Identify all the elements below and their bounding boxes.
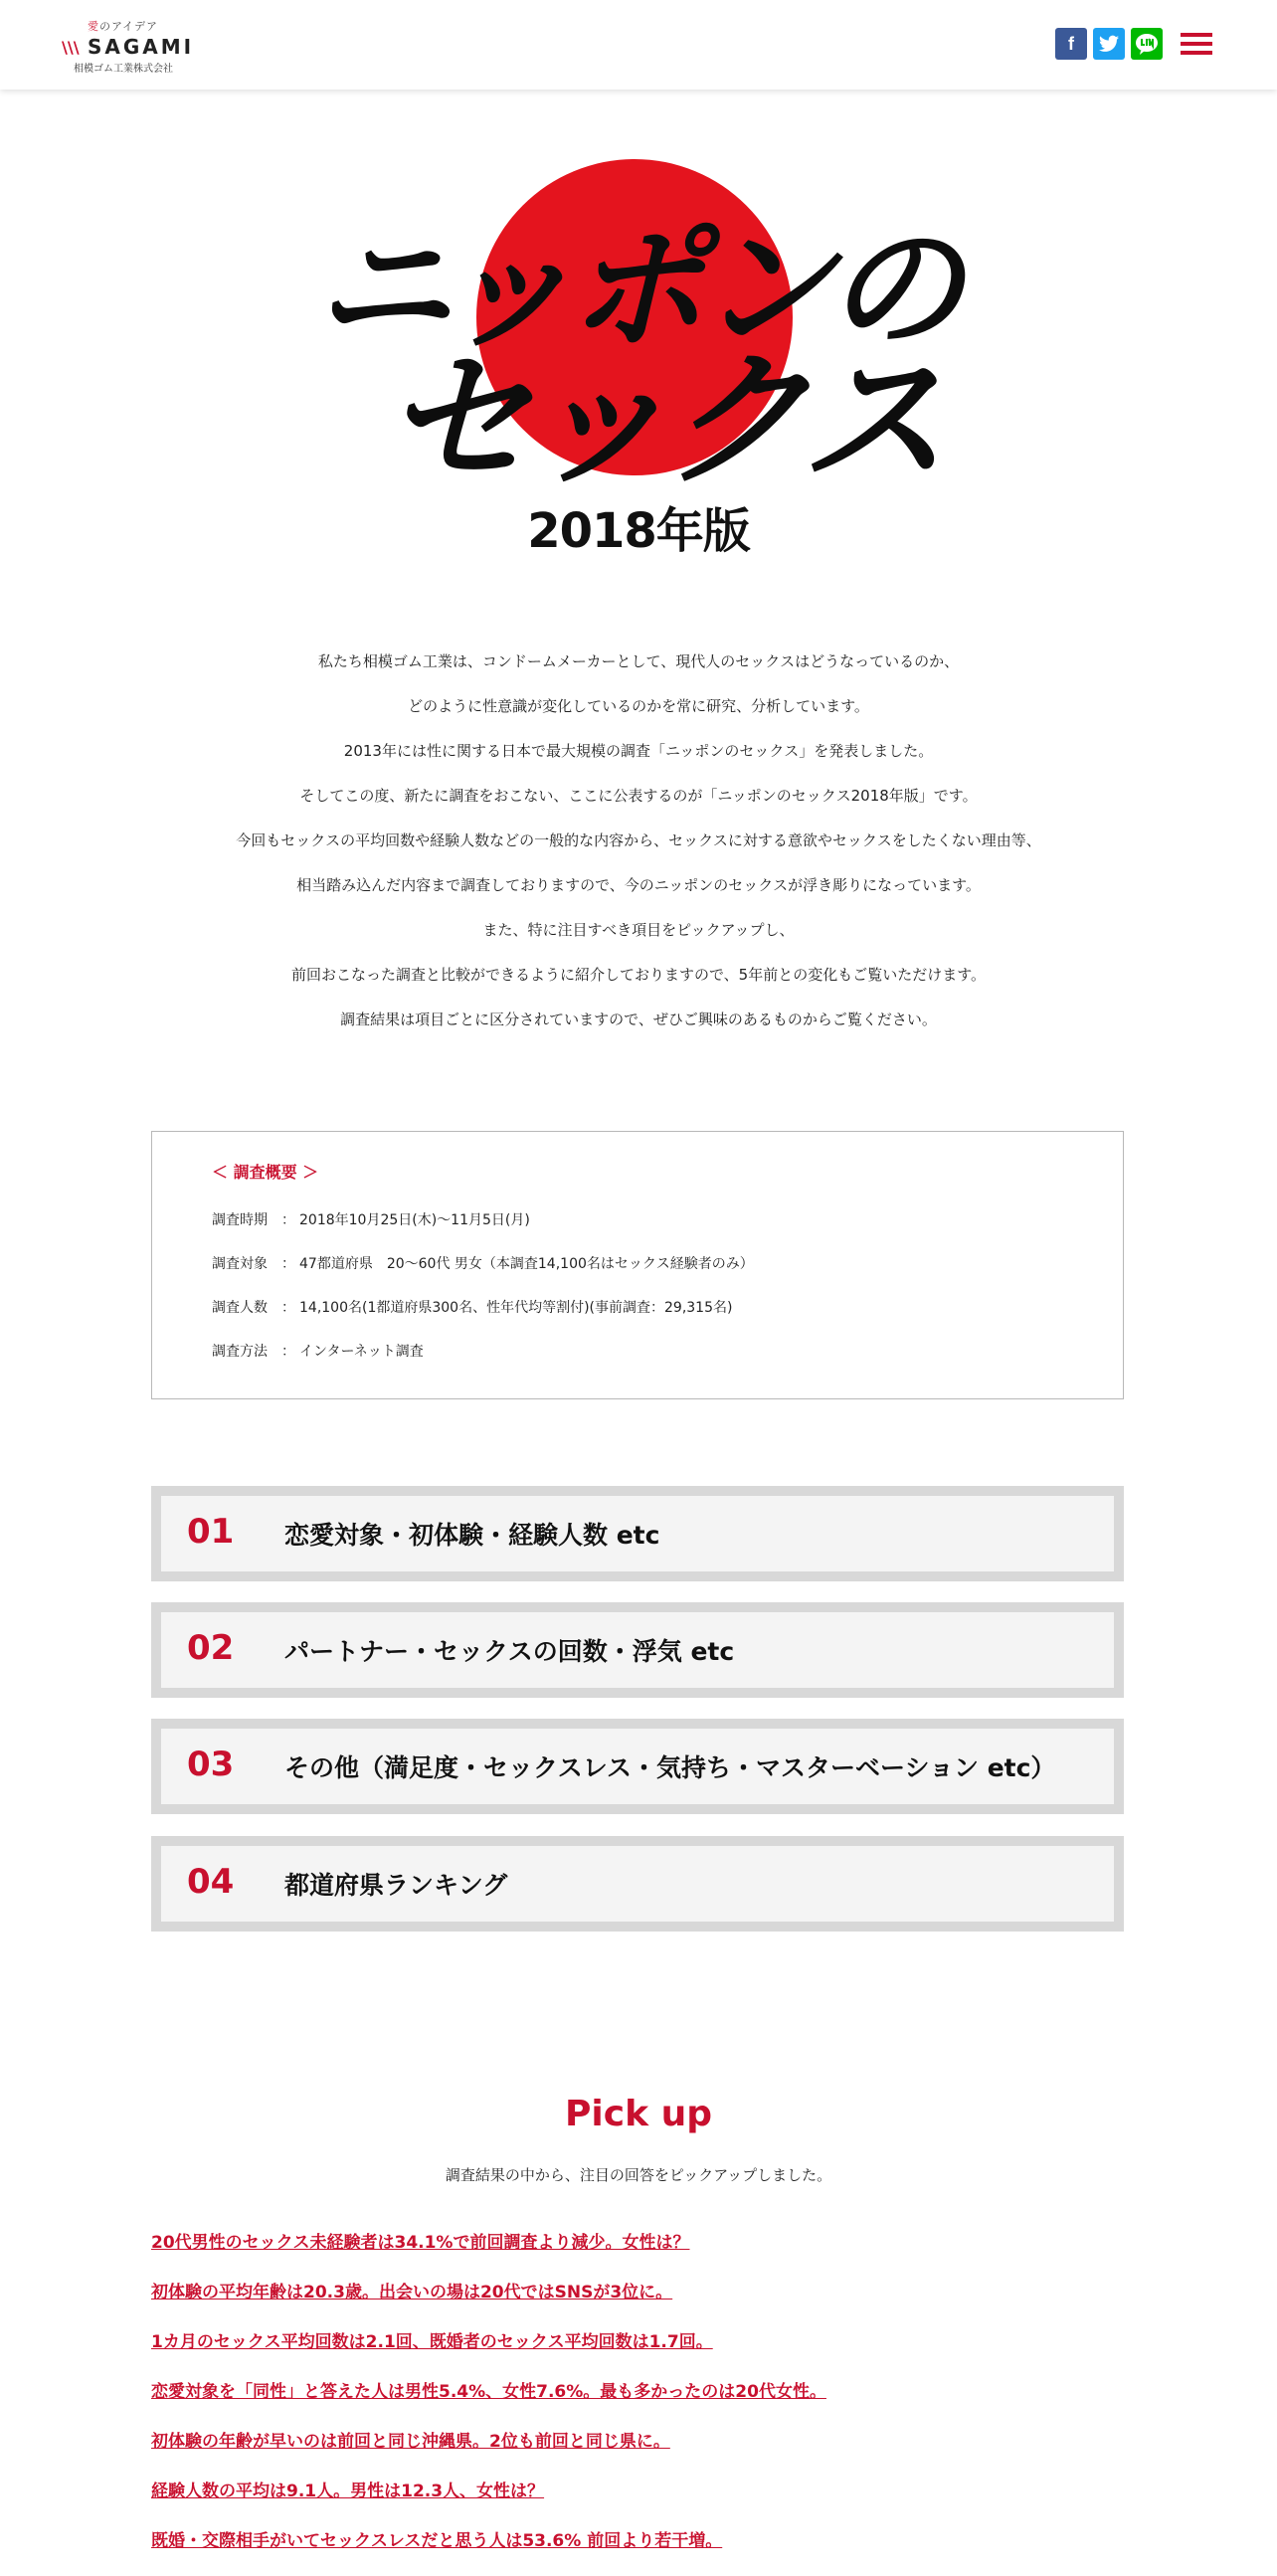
intro-line: 2013年には性に関する日本で最大規模の調査「ニッポンのセックス」を発表しました。 — [343, 742, 934, 760]
survey-row — [212, 1209, 530, 1229]
survey-row-value: 14,100名(1都道府県300名、性年代均等割付)(事前調査：29,315名) — [299, 1300, 733, 1316]
category-label: パートナー・セックスの回数・浮気 etc — [284, 1637, 735, 1666]
pickup-link[interactable]: 初体験の年齢が早いのは前回と同じ沖縄県。2位も前回と同じ県に。 — [151, 2432, 670, 2452]
survey-row-value: インターネット調査 — [299, 1344, 424, 1360]
facebook-icon: f — [1068, 33, 1074, 54]
pickup-link-list — [151, 2228, 1146, 2576]
survey-row — [212, 1297, 732, 1317]
survey-row-separator: ： — [281, 1344, 295, 1360]
facebook-share-button[interactable] — [1055, 28, 1087, 60]
category-button-01[interactable] — [151, 1486, 1124, 1581]
menu-bar-icon — [1181, 51, 1212, 55]
menu-bar-icon — [1181, 33, 1212, 37]
intro-text — [141, 646, 1136, 1049]
survey-row-key: 調査人数 — [212, 1300, 268, 1316]
pickup-link[interactable]: 初体験の平均年齢は20.3歳。出会いの場は20代ではSNSが3位に。 — [151, 2283, 673, 2302]
survey-row-key: 調査時期 — [212, 1212, 268, 1228]
intro-line: 今回もセックスの平均回数や経験人数などの一般的な内容から、セックスに対する意欲やセックスをしたくない理由等、 — [236, 831, 1041, 849]
site-header — [0, 0, 1277, 90]
twitter-share-button[interactable] — [1093, 28, 1125, 60]
logo-mark-icon: \\\ — [62, 38, 80, 57]
logo-brand: SAGAMI — [88, 35, 195, 59]
category-label: その他（満足度・セックスレス・気持ち・マスターベーション etc） — [284, 1753, 1056, 1782]
category-button-04[interactable] — [151, 1836, 1124, 1932]
category-number: 02 — [187, 1628, 235, 1668]
intro-line: 相当踏み込んだ内容まで調査しておりますので、今のニッポンのセックスが浮き彫りになっています。 — [296, 876, 981, 894]
survey-summary-box — [151, 1131, 1124, 1399]
survey-row-key: 調査方法 — [212, 1344, 268, 1360]
twitter-icon — [1099, 35, 1119, 53]
intro-line: 前回おこなった調査と比較ができるように紹介しておりますので、5年前との変化もご覧いただけます。 — [290, 966, 987, 984]
survey-row-separator: ： — [281, 1256, 295, 1272]
line-icon — [1135, 33, 1159, 55]
category-number: 03 — [187, 1745, 235, 1784]
survey-row-separator: ： — [281, 1212, 295, 1228]
pickup-link[interactable]: 経験人数の平均は9.1人。男性は12.3人、女性は？ — [151, 2482, 545, 2501]
survey-row-separator: ： — [281, 1300, 295, 1316]
survey-row-value: 2018年10月25日(木)〜11月5日(月) — [299, 1212, 530, 1228]
category-label: 恋愛対象・初体験・経験人数 etc — [284, 1521, 660, 1550]
logo-company: 相模ゴム工業株式会社 — [74, 64, 173, 75]
category-number: 01 — [187, 1512, 235, 1552]
intro-line: 私たち相模ゴム工業は、コンドームメーカーとして、現代人のセックスはどうなっているのか、 — [317, 652, 960, 670]
survey-row-value: 47都道府県 20〜60代 男女（本調査14,100名はセックス経験者のみ） — [299, 1256, 754, 1272]
survey-row — [212, 1341, 424, 1361]
intro-line: 調査結果は項目ごとに区分されていますので、ぜひご興味のあるものからご覧ください。 — [340, 1011, 937, 1028]
menu-bar-icon — [1181, 42, 1212, 46]
hero-title-graphic — [314, 149, 963, 567]
category-number: 04 — [187, 1862, 235, 1902]
edition-label: 2018年版 — [527, 503, 750, 559]
hero-title-line1: ニッポンの — [314, 209, 956, 369]
hamburger-menu-button[interactable] — [1181, 33, 1212, 55]
intro-line: そしてこの度、新たに調査をおこない、ここに公表するのが「ニッポンのセックス2018年版」です。 — [299, 787, 978, 805]
pickup-link[interactable]: 恋愛対象を「同性」と答えた人は男性5.4%、女性7.6%。最も多かったのは20代女性。 — [151, 2382, 826, 2402]
pickup-subtitle: 調査結果の中から、注目の回答をピックアップしました。 — [445, 2166, 832, 2184]
category-button-02[interactable] — [151, 1602, 1124, 1698]
line-share-button[interactable] — [1131, 28, 1163, 60]
logo-tagline-text: のアイデア — [99, 20, 159, 33]
survey-row — [212, 1253, 754, 1273]
sagami-logo[interactable] — [60, 18, 199, 74]
hero-title-line2: セックス — [384, 335, 940, 506]
pickup-title: Pick up — [565, 2094, 712, 2134]
logo-tagline-heart: 愛 — [88, 20, 99, 33]
pickup-link[interactable]: 1カ月のセックス平均回数は2.1回、既婚者のセックス平均回数は1.7回。 — [151, 2332, 713, 2352]
intro-line: また、特に注目すべき項目をピックアップし、 — [482, 921, 795, 939]
pickup-link[interactable]: 既婚・交際相手がいてセックスレスだと思う人は53.6% 前回より若干増。 — [151, 2531, 723, 2551]
category-button-03[interactable] — [151, 1719, 1124, 1814]
survey-summary-title: ＜ 調査概要 ＞ — [212, 1163, 319, 1182]
intro-line: どのように性意識が変化しているのかを常に研究、分析しています。 — [408, 697, 869, 715]
pickup-link[interactable]: 20代男性のセックス未経験者は34.1%で前回調査より減少。女性は？ — [151, 2233, 690, 2253]
category-label: 都道府県ランキング — [284, 1871, 508, 1900]
logo-tagline — [88, 18, 158, 34]
survey-row-key: 調査対象 — [212, 1256, 268, 1272]
